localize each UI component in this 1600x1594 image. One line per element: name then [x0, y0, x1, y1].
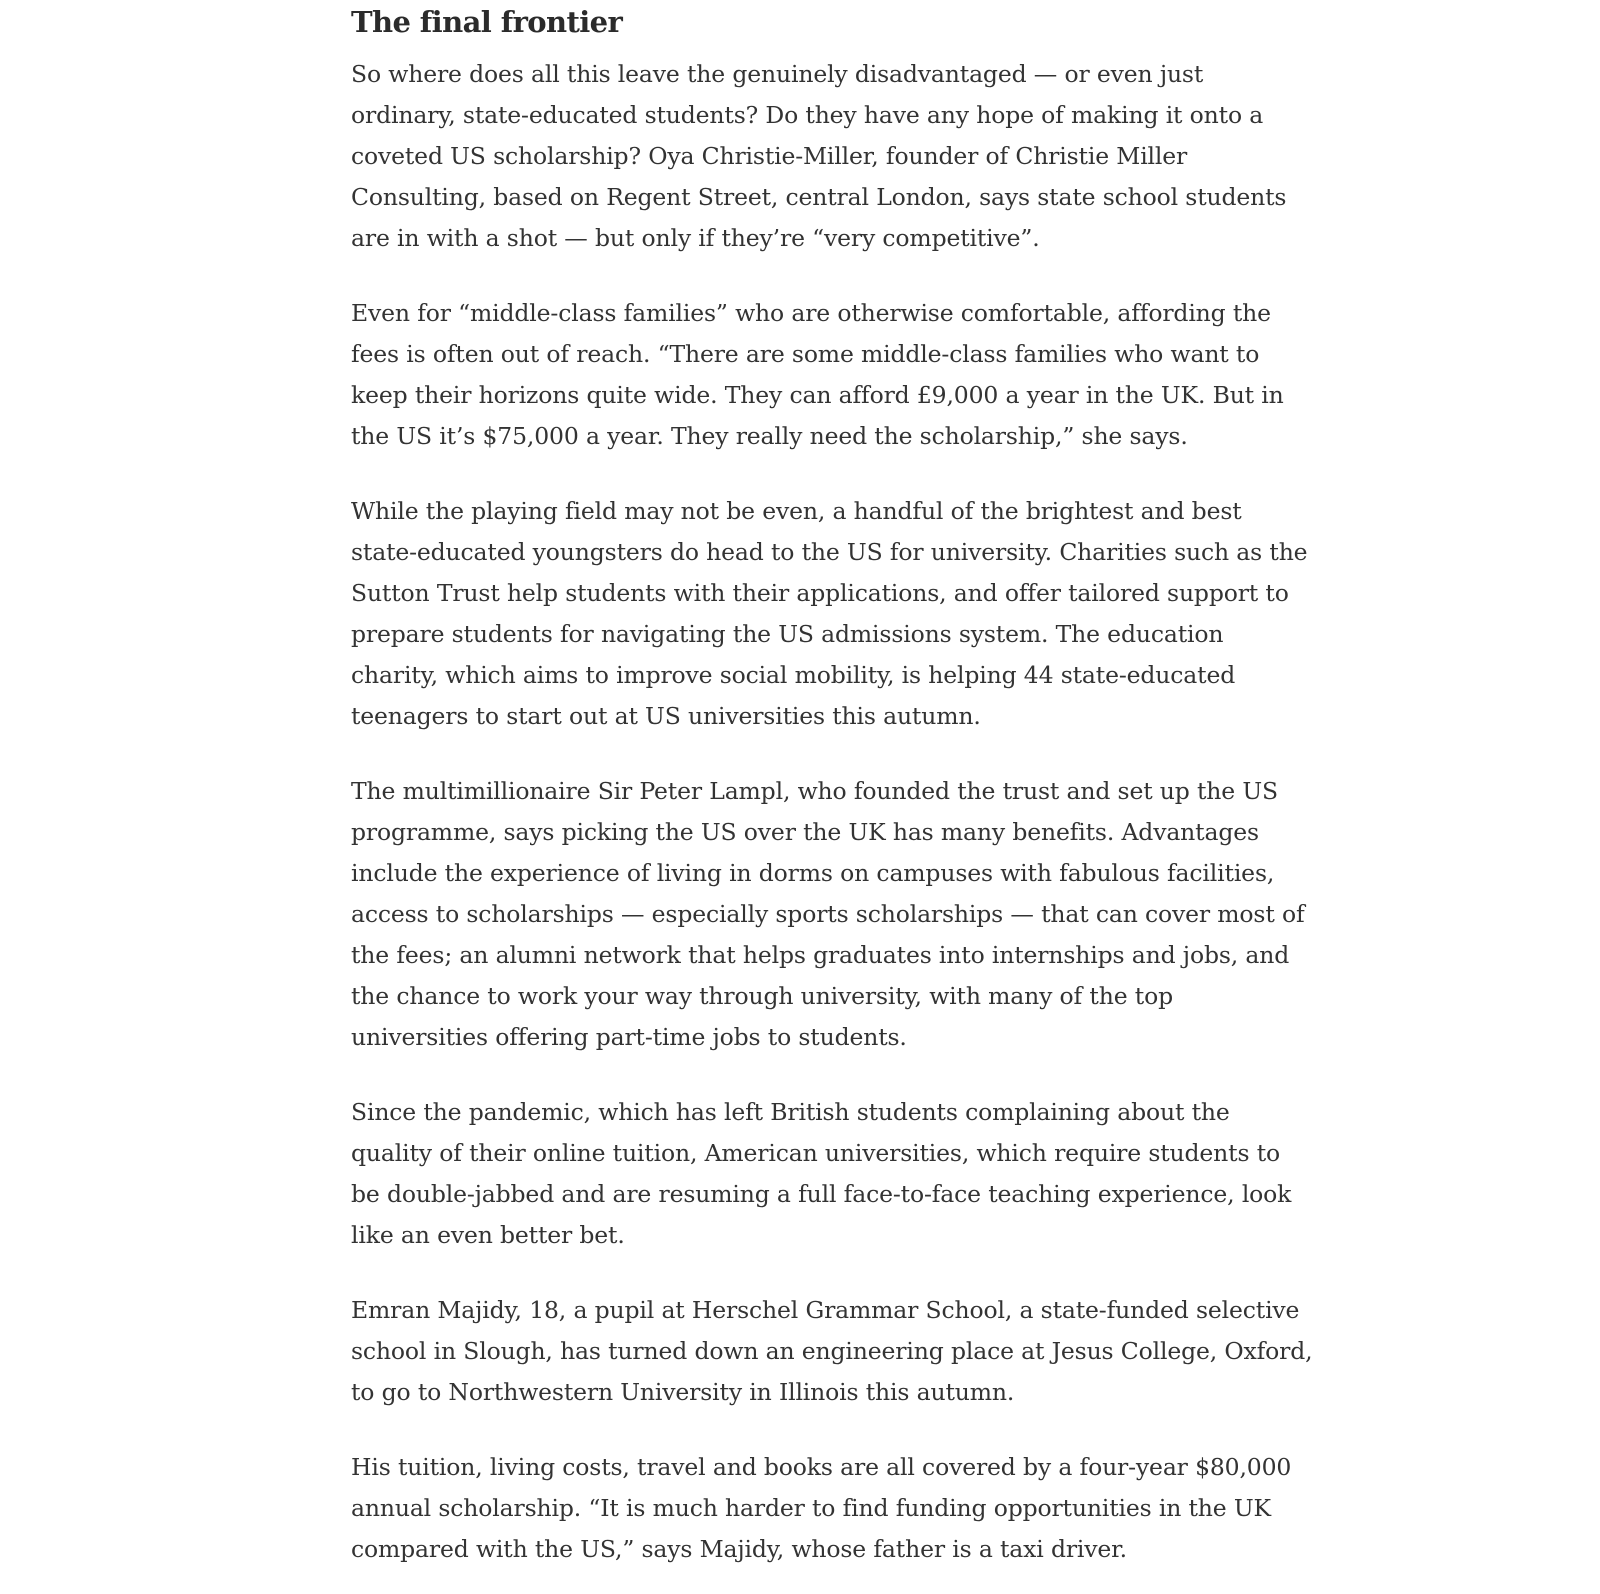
paragraph-line: keep their horizons quite wide. They can afford £9,000 a year in the UK. But in: [351, 381, 1284, 409]
paragraph-line: like an even better bet.: [351, 1221, 625, 1249]
body-paragraph: [351, 1290, 1313, 1413]
paragraph-line: While the playing field may not be even, a handful of the brightest and best: [351, 497, 1242, 525]
paragraph-line: school in Slough, has turned down an engineering place at Jesus College, Oxford,: [351, 1337, 1313, 1365]
paragraph-line: include the experience of living in dorms on campuses with fabulous facilities,: [351, 859, 1275, 887]
paragraph-line: state-educated youngsters do head to the US for university. Charities such as the: [351, 538, 1308, 566]
body-paragraph: [351, 54, 1287, 259]
section-heading: The final frontier: [351, 5, 623, 39]
paragraph-line: His tuition, living costs, travel and books are all covered by a four-year $80,000: [351, 1453, 1292, 1481]
paragraph-line: Even for “middle-class families” who are otherwise comfortable, affording the: [351, 299, 1271, 327]
paragraph-line: be double-jabbed and are resuming a full face-to-face teaching experience, look: [351, 1180, 1292, 1208]
paragraph-line: prepare students for navigating the US admissions system. The education: [351, 620, 1224, 648]
paragraph-line: compared with the US,” says Majidy, whose father is a taxi driver.: [351, 1535, 1127, 1563]
paragraph-line: Sutton Trust help students with their applications, and offer tailored support to: [351, 579, 1289, 607]
body-paragraph: [351, 491, 1308, 737]
paragraph-line: the chance to work your way through university, with many of the top: [351, 982, 1173, 1010]
paragraph-line: Consulting, based on Regent Street, central London, says state school students: [351, 183, 1287, 211]
paragraph-line: coveted US scholarship? Oya Christie-Miller, founder of Christie Miller: [351, 142, 1188, 170]
paragraph-line: universities offering part-time jobs to students.: [351, 1023, 907, 1051]
paragraph-list: [351, 54, 1313, 1570]
paragraph-line: are in with a shot — but only if they’re “very competitive”.: [351, 224, 1040, 252]
paragraph-line: programme, says picking the US over the UK has many benefits. Advantages: [351, 818, 1259, 846]
article-body: [351, 0, 1313, 1570]
body-paragraph: [351, 1447, 1292, 1570]
body-paragraph: [351, 771, 1305, 1058]
paragraph-line: charity, which aims to improve social mobility, is helping 44 state-educated: [351, 661, 1236, 689]
body-paragraph: [351, 1092, 1292, 1256]
paragraph-line: quality of their online tuition, American universities, which require students to: [351, 1139, 1280, 1167]
body-paragraph: [351, 293, 1284, 457]
paragraph-line: So where does all this leave the genuinely disadvantaged — or even just: [351, 60, 1204, 88]
paragraph-line: teenagers to start out at US universities this autumn.: [351, 702, 981, 730]
paragraph-line: ordinary, state-educated students? Do they have any hope of making it onto a: [351, 101, 1264, 129]
paragraph-line: the US it’s $75,000 a year. They really need the scholarship,” she says.: [351, 422, 1188, 450]
paragraph-line: Emran Majidy, 18, a pupil at Herschel Grammar School, a state-funded selective: [351, 1296, 1300, 1324]
paragraph-line: access to scholarships — especially sports scholarships — that can cover most of: [351, 900, 1305, 928]
paragraph-line: the fees; an alumni network that helps graduates into internships and jobs, and: [351, 941, 1290, 969]
paragraph-line: fees is often out of reach. “There are some middle-class families who want to: [351, 340, 1260, 368]
paragraph-line: to go to Northwestern University in Illinois this autumn.: [351, 1378, 1015, 1406]
paragraph-line: The multimillionaire Sir Peter Lampl, who founded the trust and set up the US: [351, 777, 1278, 805]
paragraph-line: annual scholarship. “It is much harder to find funding opportunities in the UK: [351, 1494, 1271, 1522]
paragraph-line: Since the pandemic, which has left British students complaining about the: [351, 1098, 1230, 1126]
